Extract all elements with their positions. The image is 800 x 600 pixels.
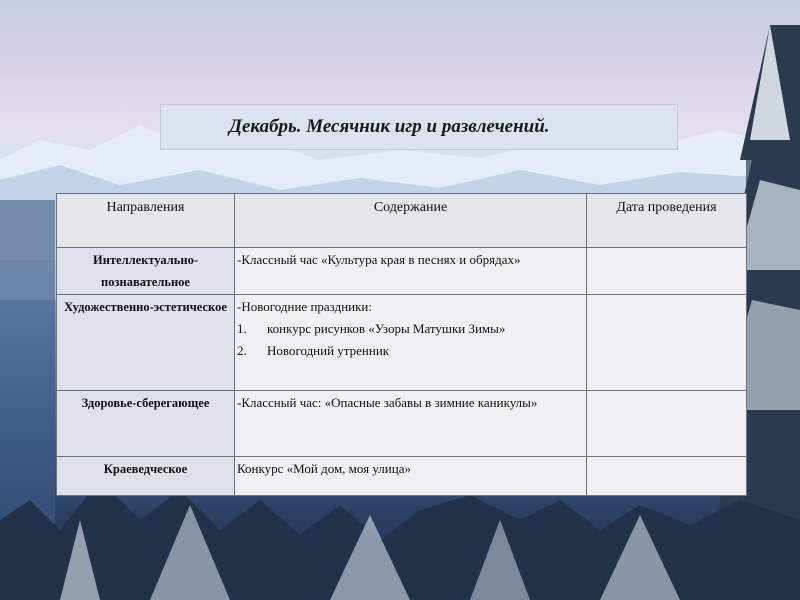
title-banner [160, 104, 678, 150]
list-item-text: Новогодний утренник [267, 343, 390, 358]
header-directions: Направления [57, 194, 235, 248]
row-content: -Новогодние праздники: [237, 299, 372, 314]
row-direction: Краеведческое [57, 457, 235, 496]
list-number: 1. [237, 321, 247, 336]
row-date [587, 295, 747, 391]
list-number: 2. [237, 343, 247, 358]
row-direction: Интеллектуально-познавательное [57, 248, 235, 295]
row-date [587, 457, 747, 496]
row-content-cell [235, 295, 587, 391]
row-content: Конкурс «Мой дом, моя улица» [235, 457, 587, 496]
header-date: Дата проведения [587, 194, 747, 248]
row-content: -Классный час «Культура края в песнях и обрядах» [235, 248, 587, 295]
list-item [237, 318, 584, 340]
row-direction: Художественно-эстетическое [57, 295, 235, 391]
header-content: Содержание [235, 194, 587, 248]
table-row [57, 248, 747, 295]
page-title: Декабрь. Месячник игр и развлечений. [229, 116, 550, 137]
row-direction: Здоровье-сберегающее [57, 391, 235, 457]
table-row [57, 295, 747, 391]
table-row [57, 391, 747, 457]
list-item [237, 340, 584, 362]
row-content: -Классный час: «Опасные забавы в зимние каникулы» [235, 391, 587, 457]
list-item-text: конкурс рисунков «Узоры Матушки Зимы» [267, 321, 506, 336]
row-date [587, 391, 747, 457]
activities-table [56, 193, 747, 496]
table-header-row [57, 194, 747, 248]
row-date [587, 248, 747, 295]
table-row [57, 457, 747, 496]
